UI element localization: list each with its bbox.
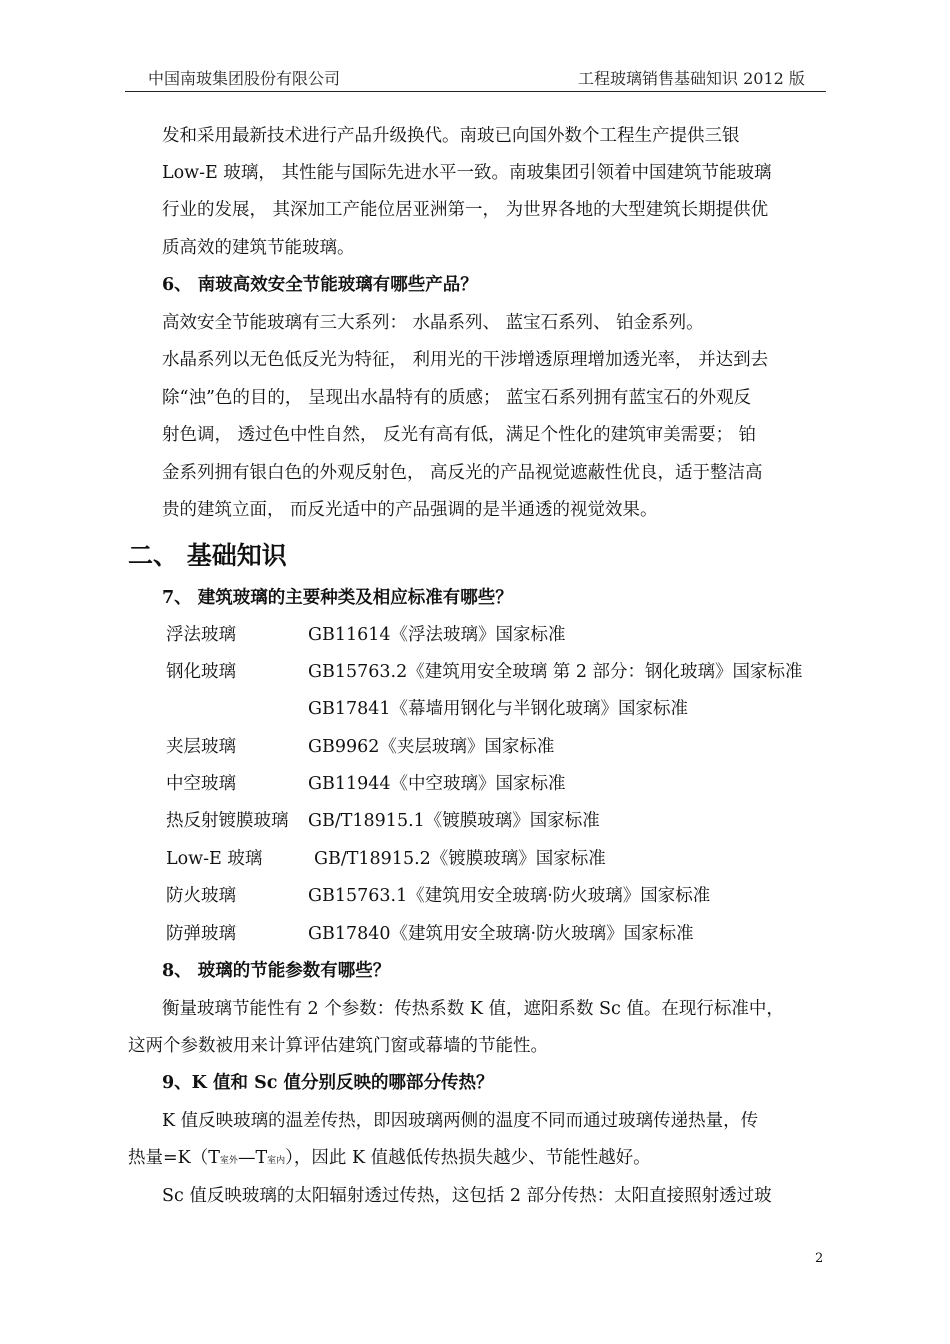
q9-line-2: [128, 1144, 651, 1169]
q6-line-1: 高效安全节能玻璃有三大系列： 水晶系列、 蓝宝石系列、 铂金系列。: [162, 313, 704, 333]
standard-fireproof: GB15763.1《建筑用安全玻璃·防火玻璃》国家标准: [308, 886, 711, 906]
glass-type-laminated: 夹层玻璃: [166, 737, 236, 757]
intro-line-1: 发和采用最新技术进行产品升级换代。南玻已向国外数个工程生产提供三银: [162, 126, 740, 146]
intro-line-2: Low-E 玻璃， 其性能与国际先进水平一致。南玻集团引领着中国建筑节能玻璃: [162, 163, 772, 183]
intro-line-4: 质高效的建筑节能玻璃。: [162, 238, 355, 258]
glass-type-bulletproof: 防弹玻璃: [166, 924, 236, 944]
subscript-indoor: 室内: [267, 1156, 286, 1166]
glass-type-float: 浮法玻璃: [166, 625, 236, 645]
q9-line-3: Sc 值反映玻璃的太阳辐射透过传热，这包括 2 部分传热：太阳直接照射透过玻: [162, 1186, 772, 1206]
q6-heading: 6、 南玻高效安全节能玻璃有哪些产品？: [162, 275, 478, 295]
q9-formula-end: ），因此 K 值越低传热损失越少、节能性越好。: [285, 1148, 651, 1168]
q9-line-1: K 值反映玻璃的温差传热，即因玻璃两侧的温度不同而通过玻璃传递热量，传: [162, 1111, 759, 1131]
standard-insulating: GB11944《中空玻璃》国家标准: [308, 774, 566, 794]
header-company: 中国南玻集团股份有限公司: [148, 69, 341, 88]
q6-line-6: 贵的建筑立面， 而反光适中的产品强调的是半通透的视觉效果。: [162, 500, 658, 520]
q6-line-4: 射色调， 透过色中性自然， 反光有高有低，满足个性化的建筑审美需要； 铂: [162, 425, 757, 445]
q8-heading: 8、 玻璃的节能参数有哪些？: [162, 961, 391, 981]
standard-curtain-wall: GB17841《幕墙用钢化与半钢化玻璃》国家标准: [308, 699, 689, 719]
standard-lowe: GB/T18915.2《镀膜玻璃》国家标准: [314, 849, 606, 869]
q9-formula-minus: —T: [237, 1148, 268, 1168]
glass-type-insulating: 中空玻璃: [166, 774, 236, 794]
intro-line-3: 行业的发展， 其深加工产能位居亚洲第一， 为世界各地的大型建筑长期提供优: [162, 200, 769, 220]
standard-bulletproof: GB17840《建筑用安全玻璃·防火玻璃》国家标准: [308, 924, 694, 944]
page-number: 2: [815, 1251, 824, 1266]
standard-laminated: GB9962《夹层玻璃》国家标准: [308, 737, 555, 757]
q8-line-2: 这两个参数被用来计算评估建筑门窗或幕墙的节能性。: [128, 1036, 548, 1056]
section-2-title: 二、 基础知识: [128, 541, 287, 570]
q7-heading: 7、 建筑玻璃的主要种类及相应标准有哪些？: [162, 588, 513, 608]
standard-float: GB11614《浮法玻璃》国家标准: [308, 625, 566, 645]
q9-heading: 9、K 值和 Sc 值分别反映的哪部分传热？: [162, 1073, 494, 1093]
glass-type-lowe: Low-E 玻璃: [166, 849, 263, 869]
q8-line-1: 衡量玻璃节能性有 2 个参数：传热系数 K 值，遮阳系数 Sc 值。在现行标准中，: [162, 999, 784, 1019]
header-doc-title: 工程玻璃销售基础知识 2012 版: [578, 69, 805, 88]
q6-line-3: 除“浊”色的目的， 呈现出水晶特有的质感； 蓝宝石系列拥有蓝宝石的外观反: [162, 388, 752, 408]
standard-tempered: GB15763.2《建筑用安全玻璃 第 2 部分：钢化玻璃》国家标准: [308, 662, 803, 682]
q6-line-5: 金系列拥有银白色的外观反射色， 高反光的产品视觉遮蔽性优良，适于整洁高: [162, 463, 763, 483]
glass-type-fireproof: 防火玻璃: [166, 886, 236, 906]
glass-type-tempered: 钢化玻璃: [166, 662, 236, 682]
q6-line-2: 水晶系列以无色低反光为特征， 利用光的干涉增透原理增加透光率， 并达到去: [162, 350, 769, 370]
q9-formula-start: 热量=K（T: [128, 1148, 220, 1168]
standard-reflective: GB/T18915.1《镀膜玻璃》国家标准: [308, 811, 600, 831]
header-rule: [125, 91, 826, 92]
subscript-outdoor: 室外: [219, 1156, 238, 1166]
glass-type-reflective: 热反射镀膜玻璃: [166, 811, 289, 831]
